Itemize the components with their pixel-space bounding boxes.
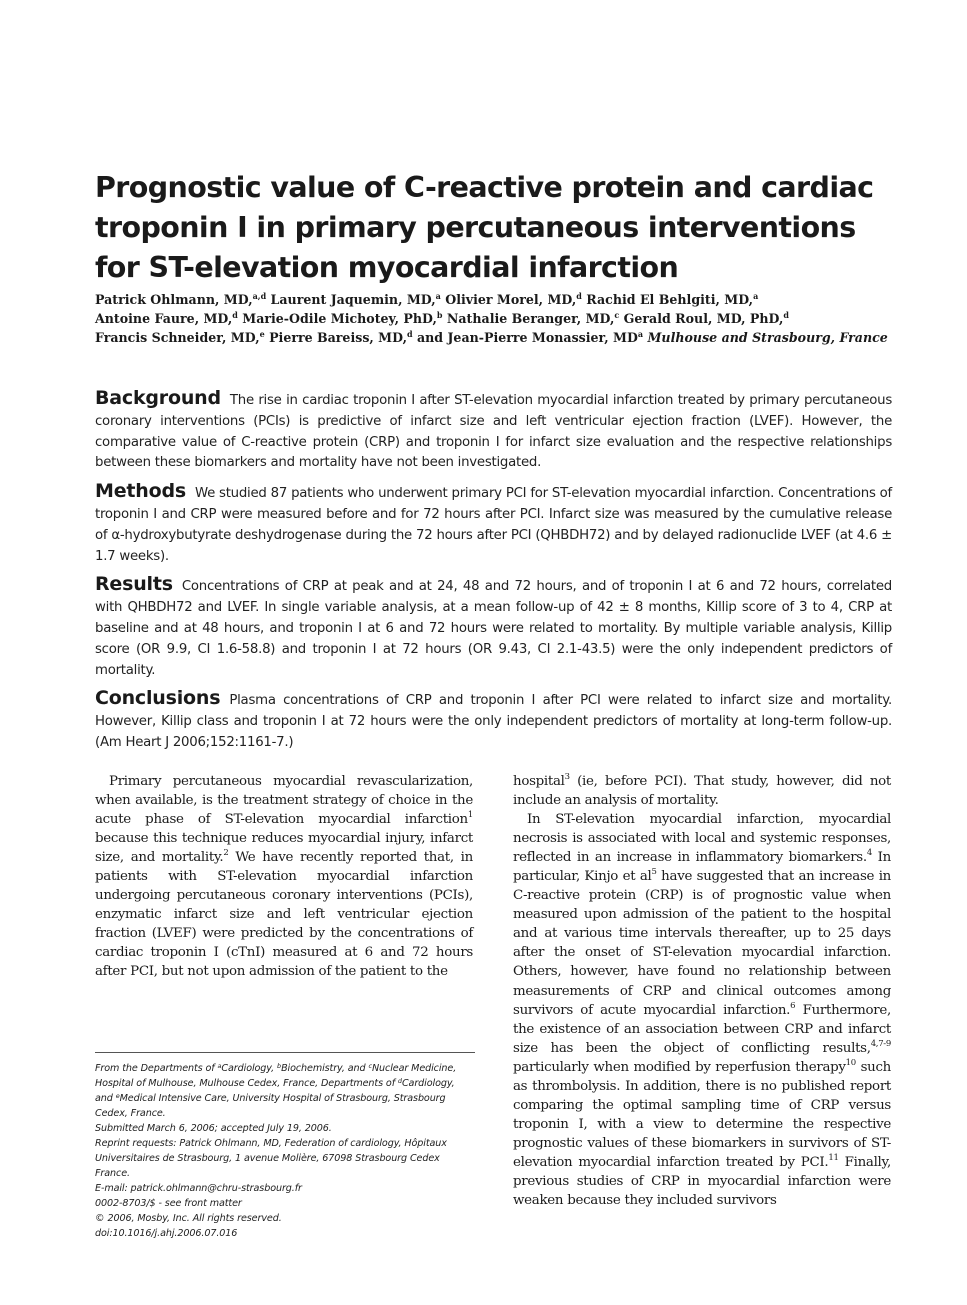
author-affiliation: a <box>637 329 644 339</box>
author-name: Marie-Odile Michotey, PhD, <box>242 311 437 326</box>
body-paragraph <box>513 810 891 1210</box>
abstract <box>95 388 892 761</box>
abstract-conclusions <box>95 688 892 753</box>
abstract-background <box>95 388 892 474</box>
author-name: Olivier Morel, MD, <box>445 292 577 307</box>
article-title <box>95 168 895 288</box>
abstract-methods <box>95 481 892 567</box>
body-text: In particular, Kinjo et al <box>513 850 891 885</box>
body-text: We have recently reported that, in patients with ST-elevation myocardial infarction undergoing percutaneous coronary interventions (PCIs), enzymatic infarct size and left ventricular ejection fraction (LVEF) were predicted by the concentrations of cardiac troponin I (cTnI) measured at 6 and 72 hours after PCI, but not upon admission of the patient to the <box>95 850 473 980</box>
abstract-heading: Results <box>95 573 173 596</box>
citation-ref[interactable]: 5 <box>651 867 657 878</box>
footnote-divider <box>95 1052 475 1053</box>
author-name: and Jean-Pierre Monassier, MD <box>416 330 638 345</box>
author-location: Mulhouse and Strasbourg, France <box>647 330 888 345</box>
footnote-email[interactable]: E-mail: patrick.ohlmann@chru-strasbourg.fr <box>95 1183 302 1194</box>
author-affiliation: d <box>783 310 790 320</box>
author-name: Nathalie Beranger, MD, <box>446 311 615 326</box>
body-text: because this technique reduces myocardial injury, infarct size, and mortality. <box>95 831 473 866</box>
footnote-text: Biochemistry, and <box>281 1063 369 1074</box>
abstract-heading: Background <box>95 387 221 409</box>
citation-ref[interactable]: 11 <box>828 1152 839 1163</box>
author-name: Rachid El Behlgiti, MD, <box>586 292 754 307</box>
abstract-text: We studied 87 patients who underwent primary PCI for ST-elevation myocardial infarction. Concentrations of troponin I and CRP were measured before and for 72 hours after PCI. Infarct size was measured by the cumulative release of α-hydroxybutyrate deshydrogenase during the 72 hours after PCI (QHBDH72) and by delayed radionuclide LVEF (at 4.6 ± 1.7 weeks). <box>95 486 892 564</box>
footnote-affiliations <box>95 1061 475 1121</box>
abstract-text: The rise in cardiac troponin I after ST-elevation myocardial infarction treated by primary percutaneous coronary interventions (PCIs) is predictive of infarct size and left ventricular ejection fraction (LVEF). However, the comparative value of C-reactive protein (CRP) and troponin I for infarct size evaluation and the respective relationships between these biomarkers and mortality have not been investigated. <box>95 393 892 471</box>
body-paragraph <box>95 772 473 982</box>
abstract-heading: Conclusions <box>95 687 221 710</box>
footnote-issn: 0002-8703/$ - see front matter <box>95 1198 242 1209</box>
body-text: Finally, previous studies of CRP in myocardial infarction were weaken because they included survivors <box>513 1154 891 1209</box>
affiliation-mark: a <box>217 1062 222 1070</box>
author-name: Patrick Ohlmann, MD, <box>95 292 253 307</box>
citation-ref[interactable]: 6 <box>790 1000 796 1011</box>
body-text: particularly when modified by reperfusion therapy <box>513 1059 846 1075</box>
author-affiliation: a <box>435 291 441 301</box>
title-line: Prognostic value of C-reactive protein and cardiac <box>95 171 874 204</box>
body-text: hospital <box>513 774 565 789</box>
author-line <box>95 309 895 328</box>
body-text: In ST-elevation myocardial infarction, myocardial necrosis is associated with local and systemic responses, reflected in an increase in inflammatory biomarkers. <box>513 812 891 866</box>
abstract-text: Concentrations of CRP at peak and at 24, 48 and 72 hours, and of troponin I at 6 and 72 hours, correlated with QHBDH72 and LVEF. In single variable analysis, at a mean follow-up of 42 ± 8 months, Killip score of 3 to 4, CRP at baseline and at 48 hours, and troponin I at 6 and 72 hours were related to mortality. By multiple variable analysis, Killip score (OR 9.9, CI 1.6-58.8) and troponin I at 72 hours (OR 9.43, CI 2.1-43.5) were the only independent predictors of mortality. <box>95 579 892 678</box>
author-line <box>95 328 895 347</box>
author-name: Francis Schneider, MD, <box>95 330 260 345</box>
citation-ref[interactable]: 4 <box>866 848 872 859</box>
body-paragraph <box>513 772 891 810</box>
author-affiliation: a <box>753 291 759 301</box>
author-name: Gerald Roul, MD, PhD, <box>623 311 784 326</box>
author-affiliation: d <box>406 329 413 339</box>
abstract-heading: Methods <box>95 480 186 503</box>
footnote-reprint: Reprint requests: Patrick Ohlmann, MD, Federation of cardiology, Hôpitaux Universitaires de Strasbourg, 1 avenue Molière, 67098 Strasbourg Cedex France. <box>95 1138 447 1179</box>
body-column-right <box>513 772 891 1210</box>
footnote-text: Nuclear Medicine, Hospital of Mulhouse, Mulhouse Cedex, France, Departments of <box>95 1063 457 1089</box>
footnote-text: Cardiology, and <box>95 1078 455 1104</box>
body-text: Primary percutaneous myocardial revascularization, when available, is the treatment strategy of choice in the acute phase of ST-elevation myocardial infarction <box>95 774 473 828</box>
body-text: such as thrombolysis. In addition, there is no published report comparing the optimal sampling time of CRP versus troponin I, with a view to determine the respective prognostic values of these biomarkers in survivors of ST-elevation myocardial infarction treated by PCI. <box>513 1059 891 1170</box>
affiliation-mark: d <box>397 1077 402 1085</box>
author-affiliation: d <box>232 310 238 320</box>
footnotes <box>95 1061 475 1241</box>
author-affiliation: e <box>259 329 265 339</box>
author-name: Antoine Faure, MD, <box>95 311 233 326</box>
footnote-copyright: © 2006, Mosby, Inc. All rights reserved. <box>95 1213 282 1224</box>
title-line: troponin I in primary percutaneous interventions <box>95 211 856 244</box>
body-column-left <box>95 772 473 982</box>
author-name: Laurent Jaquemin, MD, <box>270 292 436 307</box>
citation-ref[interactable]: 4,7-9 <box>870 1038 891 1049</box>
title-line: for ST-elevation myocardial infarction <box>95 251 679 284</box>
citation-ref[interactable]: 2 <box>223 848 229 859</box>
citation-ref[interactable]: 1 <box>467 810 473 821</box>
footnote-text: From the Departments of <box>95 1063 218 1074</box>
author-affiliation: b <box>436 310 443 320</box>
body-text: (ie, before PCI). That study, however, did not include an analysis of mortality. <box>513 774 891 809</box>
citation-ref[interactable]: 10 <box>845 1057 856 1068</box>
abstract-results <box>95 574 892 681</box>
author-affiliation: d <box>576 291 582 301</box>
author-list <box>95 290 895 347</box>
author-affiliation: a,d <box>252 291 267 301</box>
footnote-text: Cardiology, <box>221 1063 278 1074</box>
abstract-text: Plasma concentrations of CRP and troponin I after PCI were related to infarct size and mortality. However, Killip class and troponin I at 72 hours were the only independent predictors of mortality at long-term follow-up. (Am Heart J 2006;152:1161-7.) <box>95 693 892 750</box>
affiliation-mark: b <box>277 1062 282 1070</box>
footnote-submitted: Submitted March 6, 2006; accepted July 19, 2006. <box>95 1123 332 1134</box>
affiliation-mark: c <box>368 1062 372 1070</box>
footnote-text: Medical Intensive Care, University Hospital of Strasbourg, Strasbourg Cedex, France. <box>95 1093 446 1119</box>
body-text: have suggested that an increase in C-reactive protein (CRP) is of prognostic value when measured upon admission of the patient to the hospital and at various time intervals thereafter, up to 25 days after the onset of ST-elevation myocardial infarction. Others, however, have found no relationship between measurements of CRP and clinical outcomes among survivors of acute myocardial infarction. <box>513 869 891 1018</box>
author-line <box>95 290 895 309</box>
citation-ref[interactable]: 3 <box>564 772 570 782</box>
footnote-doi[interactable]: doi:10.1016/j.ahj.2006.07.016 <box>95 1228 238 1239</box>
body-text: Furthermore, the existence of an association between CRP and infarct size has been the object of conflicting results, <box>513 1002 891 1056</box>
affiliation-mark: e <box>115 1092 120 1100</box>
author-affiliation: c <box>614 310 620 320</box>
author-name: Pierre Bareiss, MD, <box>269 330 407 345</box>
